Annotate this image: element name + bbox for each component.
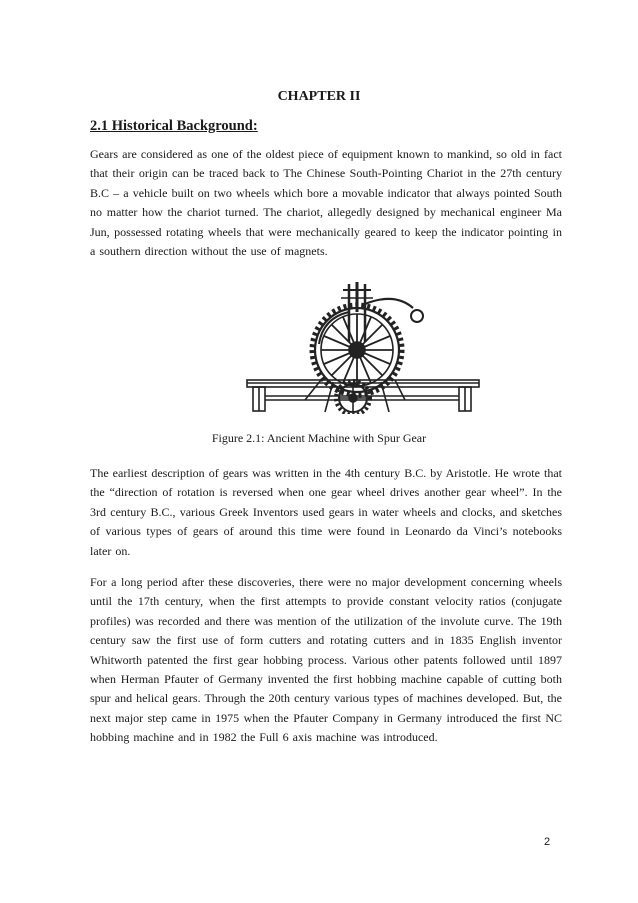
figure-caption: Figure 2.1: Ancient Machine with Spur Gear (211, 431, 427, 445)
section-heading: 2.1 Historical Background: (90, 118, 258, 134)
chapter-title: CHAPTER II (277, 89, 361, 104)
figure-ancient-machine (245, 282, 481, 414)
paragraph-earliest-description: The earliest description of gears was written in the 4th century B.C. by Aristotle. He wrote that the “direction of rotation is reversed when one gear wheel drives another gear wheel”. In the 3rd century B.C., various Greek Inventors used gears in water wheels and clocks, and sketches of various types of gears of around this time were found in Leonardo da Vinci’s notebooks later on. (90, 466, 562, 558)
page-number: 2 (544, 836, 551, 848)
paragraph-intro: Gears are considered as one of the oldest piece of equipment known to mankind, so old in fact that their origin can be traced back to The Chinese South-Pointing Chariot in the 27th century B.C – a vehicle built on two wheels which bore a movable indicator that always pointed South no matter how the chariot turned. The chariot, allegedly designed by mechanical engineer Ma Jun, possessed rotating wheels that were mechanically geared to keep the indicator pointing in a southern direction without the use of magnets. (90, 147, 562, 259)
paragraph-later-developments: For a long period after these discoveries, there were no major development concerning wheels until the 17th century, when the first attempts to provide constant velocity ratios (conjugate profiles) was recorded and there was mention of the utilization of the involute curve. The 19th century saw the first use of form cutters and rotating cutters and in 1835 English inventor Whitworth patented the first gear hobbing process. Various other patents followed until 1897 when Herman Pfauter of Germany invented the first hobbing machine capable of cutting both spur and helical gears. Through the 20th century various types of machines developed. But, the next major step came in 1975 when the Pfauter Company in Germany introduced the first NC hobbing machine and in 1982 the Full 6 axis machine was introduced. (90, 575, 562, 745)
spur-gear-machine-illustration (245, 282, 481, 414)
